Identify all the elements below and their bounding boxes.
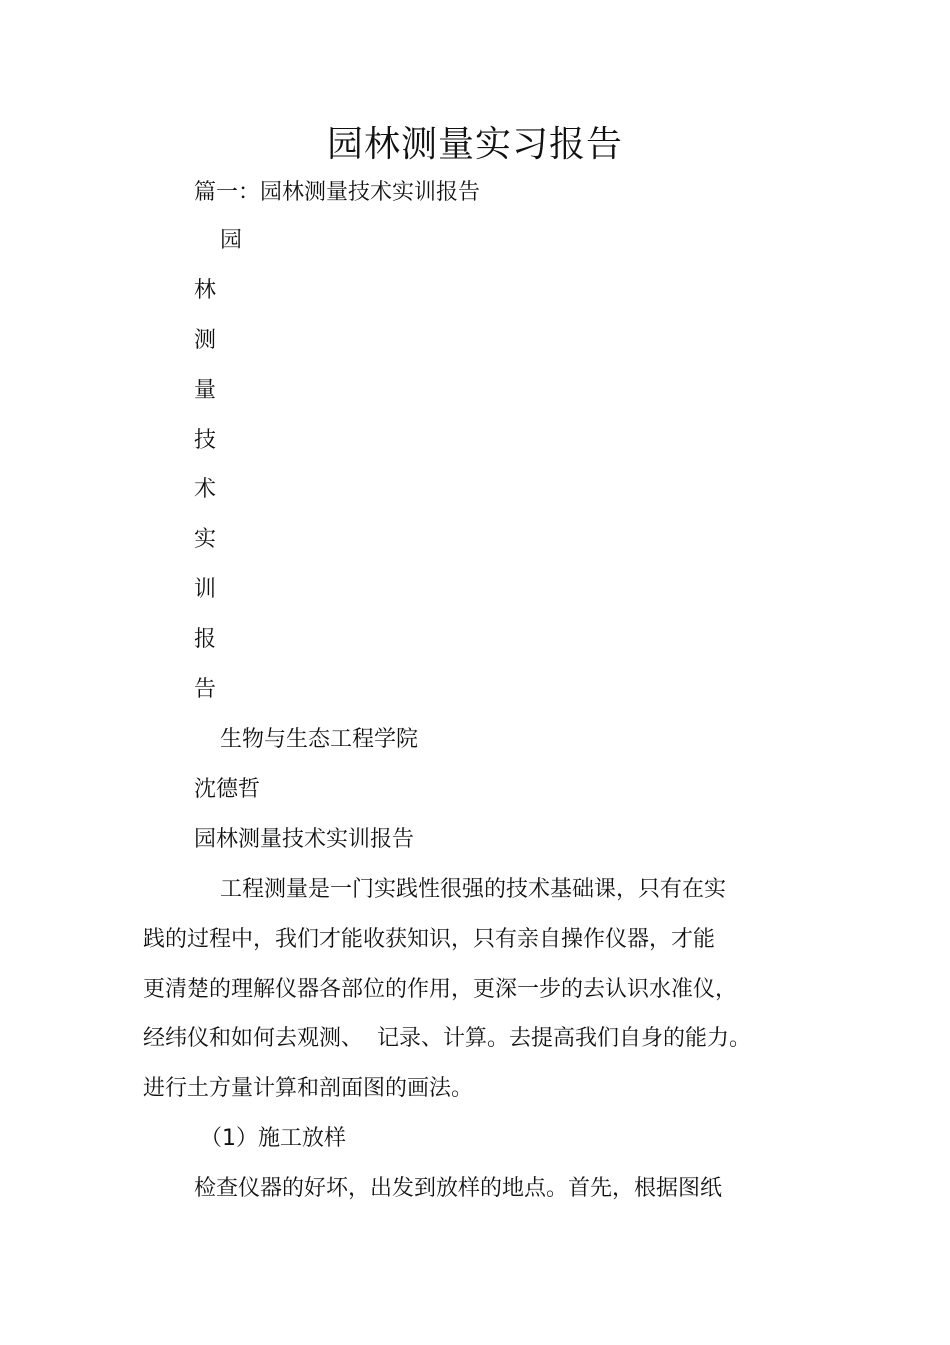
- body-line: 检查仪器的好坏，出发到放样的地点。首先，根据图纸: [194, 1176, 723, 1201]
- vertical-title-char: 术: [194, 477, 217, 502]
- document-title: 园林测量实习报告: [326, 124, 623, 165]
- body-line: 工程测量是一门实践性很强的技术基础课，只有在实: [220, 877, 727, 902]
- report-name: 园林测量技术实训报告: [194, 827, 415, 852]
- vertical-title-char: 测: [194, 328, 217, 353]
- subheading: （1）施工放样: [200, 1126, 346, 1151]
- vertical-title-char: 技: [194, 428, 217, 453]
- body-line: 进行土方量计算和剖面图的画法。: [143, 1076, 474, 1101]
- vertical-title-char: 报: [194, 627, 217, 652]
- vertical-title-char: 训: [194, 577, 217, 602]
- author-name: 沈德哲: [194, 777, 261, 802]
- body-line: 更清楚的理解仪器各部位的作用，更深一步的去认识水准仪，: [143, 977, 738, 1002]
- section-heading: 篇一：园林测量技术实训报告: [194, 180, 481, 205]
- vertical-title-char: 量: [194, 378, 217, 403]
- vertical-title-char: 园: [220, 228, 243, 253]
- vertical-title-char: 实: [194, 527, 217, 552]
- college-name: 生物与生态工程学院: [220, 727, 419, 752]
- body-line: 践的过程中，我们才能收获知识，只有亲自操作仪器，才能: [143, 927, 716, 952]
- vertical-title-char: 告: [194, 677, 217, 702]
- vertical-title-char: 林: [194, 278, 217, 303]
- body-line: 经纬仪和如何去观测、 记录、计算。去提高我们自身的能力。: [143, 1026, 751, 1051]
